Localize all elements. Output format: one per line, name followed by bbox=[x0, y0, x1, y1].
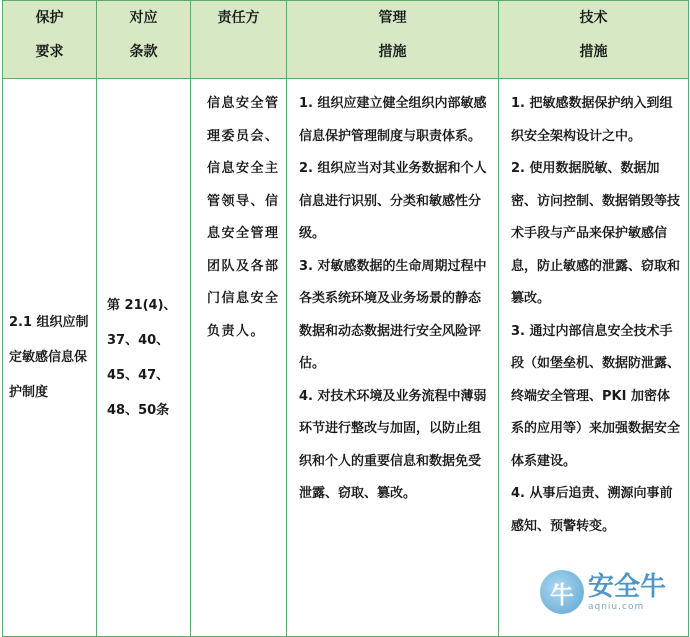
management-item: 3. 对敏感数据的生命周期过程中各类系统环境及业务场景的静态数据和动态数据进行安全风险评估。 bbox=[299, 258, 487, 371]
header-management: 管理 措施 bbox=[287, 1, 499, 79]
cell-management bbox=[287, 79, 499, 637]
management-item: 4. 对技术环境及业务流程中薄弱环节进行整改与加固，以防止组织和个人的重要信息和数据免受泄露、窃取、篡改。 bbox=[299, 388, 487, 501]
technical-item: 1. 把敏感数据保护纳入到组织安全架构设计之中。 bbox=[511, 96, 673, 144]
table-row bbox=[3, 79, 689, 637]
watermark-brand: 安全牛 bbox=[588, 572, 667, 602]
cell-clauses: 第 21(4)、37、40、45、47、48、50条 bbox=[97, 79, 191, 637]
technical-item: 3. 通过内部信息安全技术手段（如堡垒机、数据防泄露、终端安全管理、PKI 加密体系的应用等）来加强数据安全体系建设。 bbox=[511, 323, 681, 469]
header-clauses: 对应 条款 bbox=[97, 1, 191, 79]
cell-responsible: 信息安全管理委员会、信息安全主管领导、信息安全管理团队及各部门信息安全负责人。 bbox=[191, 79, 287, 637]
header-technical: 技术 措施 bbox=[499, 1, 689, 79]
header-requirement: 保护 要求 bbox=[3, 1, 97, 79]
management-item: 1. 组织应建立健全组织内部敏感信息保护管理制度与职责体系。 bbox=[299, 96, 487, 144]
bull-logo-icon: 牛 bbox=[540, 570, 584, 614]
cell-requirement: 2.1 组织应制定敏感信息保护制度 bbox=[3, 79, 97, 637]
cell-technical bbox=[499, 79, 689, 637]
aqniu-watermark bbox=[540, 566, 686, 618]
technical-item: 4. 从事后追责、溯源向事前感知、预警转变。 bbox=[511, 486, 673, 534]
security-requirements-table bbox=[2, 0, 689, 637]
header-responsible: 责任方 bbox=[191, 1, 287, 79]
watermark-text bbox=[588, 572, 666, 612]
technical-item: 2. 使用数据脱敏、数据加密、访问控制、数据销毁等技术手段与产品来保护敏感信息，防止敏感的泄露、窃取和篡改。 bbox=[511, 161, 681, 306]
watermark-sub: aqniu.com bbox=[588, 602, 645, 612]
management-item: 2. 组织应当对其业务数据和个人信息进行识别、分类和敏感性分级。 bbox=[299, 161, 487, 241]
header-row bbox=[3, 1, 689, 79]
